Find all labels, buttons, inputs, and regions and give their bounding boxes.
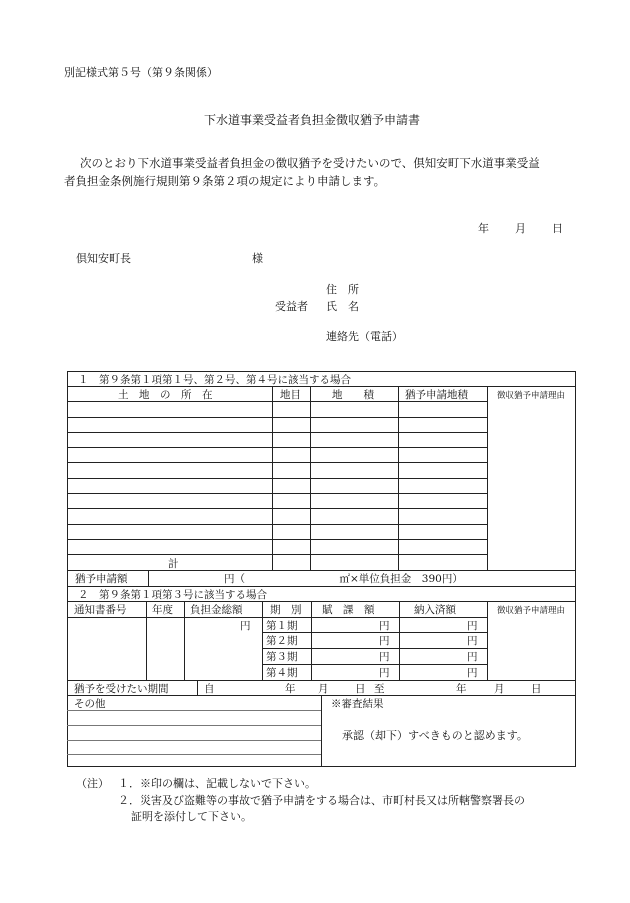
- period-from: 自: [204, 683, 215, 695]
- period-from-year: 年: [285, 683, 296, 695]
- col-notice-number: 通知書番号: [74, 604, 127, 616]
- section1-title: １ 第９条第１項第１号、第２号、第４号に該当する場合: [78, 374, 351, 386]
- date-day: 日: [552, 222, 563, 235]
- deferral-amount-label: 猶予申請額: [75, 573, 128, 585]
- total-charge-yen: 円: [240, 620, 251, 632]
- period-to-year: 年: [456, 683, 467, 695]
- period-2-label: 第２期: [266, 635, 298, 647]
- period-1-levy-yen: 円: [379, 620, 390, 632]
- applicant-group-label: 受益者: [275, 300, 308, 313]
- col-deferral-area: 猶予申請地積: [405, 389, 468, 401]
- period-to-month: 月: [494, 683, 505, 695]
- period-3-paid-yen: 円: [467, 651, 478, 663]
- note-2-line-1: ２．災害及び盗難等の事故で猶予申請をする場合は、市町村長又は所轄警察署長の: [118, 794, 525, 807]
- notes-prefix: （注）: [76, 777, 109, 790]
- col-deferral-reason-2: 徴収猶予申請理由: [497, 606, 566, 616]
- section2-title: ２ 第９条第１項第３号に該当する場合: [78, 589, 267, 601]
- honorific: 様: [252, 252, 263, 265]
- period-2-paid-yen: 円: [467, 635, 478, 647]
- col-land-area: 地 積: [332, 389, 374, 401]
- period-3-levy-yen: 円: [379, 651, 390, 663]
- others-label: その他: [74, 698, 106, 710]
- col-total-charge: 負担金総額: [190, 604, 243, 616]
- intro-line-2: 者負担金条例施行規則第９条第２項の規定により申請します。: [64, 174, 386, 188]
- deferral-amount-formula: 円（ ㎡×単位負担金 390円）: [224, 573, 463, 585]
- review-result-label: ※審査結果: [331, 698, 384, 710]
- col-paid-amount: 納入済額: [414, 604, 456, 616]
- col-land-location: 土 地 の 所 在: [118, 389, 213, 401]
- period-4-levy-yen: 円: [379, 667, 390, 679]
- col-deferral-reason-1: 徴収猶予申請理由: [497, 391, 566, 401]
- total-label: 計: [168, 558, 179, 570]
- form-title: 下水道事業受益者負担金徴収猶予申請書: [204, 113, 421, 127]
- col-period: 期 別: [270, 604, 302, 616]
- period-from-day: 日: [355, 683, 366, 695]
- applicant-contact-label: 連絡先（電話）: [326, 330, 403, 343]
- period-1-label: 第１期: [266, 620, 298, 632]
- col-land-category: 地目: [280, 389, 301, 401]
- review-result-text: 承認（却下）すべきものと認めます。: [342, 729, 528, 742]
- note-1: １．※印の欄は、記載しないで下さい。: [118, 777, 316, 790]
- intro-line-1: 次のとおり下水道事業受益者負担金の徴収猶予を受けたいので、倶知安町下水道事業受益: [80, 156, 540, 170]
- period-4-paid-yen: 円: [467, 667, 478, 679]
- applicant-name-label: 氏 名: [326, 300, 359, 313]
- date-year: 年: [478, 222, 489, 235]
- period-to-day: 日: [531, 683, 542, 695]
- col-levy-amount: 賦 課 額: [322, 604, 375, 616]
- date-month: 月: [515, 222, 526, 235]
- addressee: 倶知安町長: [76, 252, 131, 265]
- form-number: 別記様式第５号（第９条関係）: [64, 66, 218, 79]
- period-from-month: 月: [318, 683, 329, 695]
- col-fiscal-year: 年度: [152, 604, 173, 616]
- period-4-label: 第４期: [266, 667, 298, 679]
- period-to: 至: [374, 683, 385, 695]
- period-3-label: 第３期: [266, 651, 298, 663]
- period-2-levy-yen: 円: [379, 635, 390, 647]
- note-2-line-2: 証明を添付して下さい。: [131, 810, 252, 823]
- deferral-period-label: 猶予を受けたい期間: [74, 683, 169, 695]
- period-1-paid-yen: 円: [467, 620, 478, 632]
- applicant-address-label: 住 所: [326, 283, 359, 296]
